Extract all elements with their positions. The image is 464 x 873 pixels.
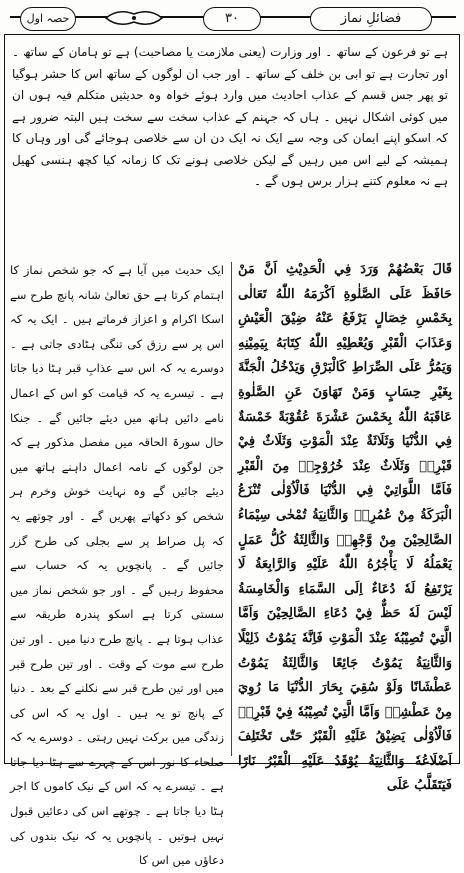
intro-paragraph xyxy=(12,42,448,193)
urdu-text: ایک حدیث میں آیا ہے کہ جو شخص نماز کا اہتمام کرتا ہے حق تعالیٰ شانہ پانچ طرح سے اسکا اکرام و اعزاز فرماتے ہیں ۔ ایک یہ کہ اس پر سے رزق کی تنگی ہٹادی جاتی ہے ۔ دوسرے یہ کہ اس سے عذابِ قبر ہٹا دیا جاتا ہے ۔ تیسرے یہ کہ قیامت کو اس کے اعمال نامے دائیں ہاتھ میں دیئے جائیں گے ۔ جنکا حال سورۃ الحاقہ میں مفصل مذکور ہے کہ جن لوگوں کے نامہ اعمال داہنے ہاتھ میں دیئے جائیں گے وہ نہایت خوش وخرم ہر شخص کو دکھاتے پھریں گے ۔ اور چوتھے یہ کہ پل صراط پر سے بجلی کی طرح گزر جائیں گے ۔ پانچویں یہ کہ حساب سے محفوظ رہیں گے ۔ اور جو شخص نماز میں سستی کرتا ہے اسکو پندرہ طریقہ سے عذاب ہوتا ہے ۔ پانچ طرح دنیا میں ۔ اور تین طرح سے موت کے وقت ۔ اور تین طرح قبر میں اور تین طرح قبر سے نکلنے کے بعد ۔ دنیا کے پانچ تو یہ ہیں ۔ اول یہ کہ اس کی زندگی میں برکت نہیں رہتی ۔ دوسرے یہ کہ صلحاء کا نور اس کے چہرے سے ہٹا دیا جاتا ہے ۔ تیسرے یہ کہ اس کے نیک کاموں کا اجر ہٹا دیا جاتا ہے ۔ چوتھے اس کی دعائیں قبول نہیں ہوتیں ۔ پانچویں یہ کہ نیک بندوں کی دعاؤں میں اس کا xyxy=(10,263,224,868)
intro-text: ہے تو فرعون کے ساتھ ۔ اور وزارت (یعنی ملازمت یا مصاحبت) ہے تو ہامان کے ساتھ ۔ اور تجارت ہے تو ابی بن خلف کے ساتھ ۔ اور جب ان لوگوں کے ساتھ اس کا حشر ہوگیا تو پھر جس قسم کے عذاب احادیث میں وارد ہوئے خواہ وہ حدیثیں متکلم فیہ ہوں ان میں کوئی اشکال نہیں ۔ ہاں کہ جہنم کے عذاب سخت سے سخت ہیں البتہ ضرور ہے کہ اسکو اپنے ایمان کی وجہ سے ایک نہ ایک دن ان سے خلاصی ہوجائے گی اور وہاں کا ہمیشہ کے لیے اس میں رہیں گے لیکن خلاصی ہونے تک کا زمانہ کیا کچھ ہنسی کھیل ہے نہ معلوم کتنے ہزار برس ہوں گے ۔ xyxy=(12,45,448,188)
page-title: فضائلِ نماز xyxy=(310,7,432,31)
page-number: ۳۰ xyxy=(203,7,261,31)
header-ornament-label: حصہ اول xyxy=(20,7,76,31)
urdu-translation-column xyxy=(10,258,224,873)
page-header xyxy=(10,6,456,32)
fish-ornament-icon xyxy=(104,8,164,28)
column-divider xyxy=(231,262,232,756)
arabic-hadith-column xyxy=(238,258,452,799)
arabic-text: قَالَ بَعْضُهُمْ وَرَدَ فِي الْحَدِيْثِ اَنَّ مَنْ حَافَظَ عَلَى الصَّلٰوةِ اَكْرَمَهُ اللّٰهُ تَعَالٰى بِخَمْسِ خِصَالٍ يَرْفَعُ عَنْهُ ضِيْقَ الْعَيْشِ وَعَذَابَ الْقَبْرِ وَيُعْطِيْهِ اللّٰهُ كِتَابَهُ بِيَمِيْنِهِ وَيَمُرُّ عَلَى الصِّرَاطِ كَالْبَرْقِ وَيَدْخُلُ الْجَنَّةَ بِغَيْرِ حِسَابٍ وَمَنْ تَهَاوَنَ عَنِ الصَّلٰوةِ عَاقَبَهُ اللّٰهُ بِخَمْسَ عَشْرَةَ عُقُوْبَةً خَمْسَةٌ فِي الدُّنْيَا وَثَلَاثَةٌ عِنْدَ الْمَوْتِ وَثَلَاثٌ فِيْ قَبْرِهٖ وَثَلَاثٌ عِنْدَ خُرُوْجِهٖ مِنَ الْقَبْرِ فَاَمَّا اللَّوَاتِيْ فِي الدُّنْيَا فَالْاُوْلٰى تُنْزَعُ الْبَرَكَةُ مِنْ عُمُرِهٖ وَالثَّانِيَةُ تُمْحٰى سِيْمَاءُ الصَّالِحِيْنَ مِنْ وَّجْهِهٖ وَالثَّالِثَةُ كُلُّ عَمَلٍ يَعْمَلُهُ لَا يَأْجُرُهُ اللّٰهُ عَلَيْهِ وَالرَّابِعَةُ لَا يَرْتَفِعُ لَهٗ دُعَاءٌ اِلَى السَّمَاءِ وَالْخَامِسَةُ لَيْسَ لَهٗ حَظٌّ فِيْ دُعَاءِ الصَّالِحِيْنَ وَاَمَّا الَّتِيْ تُصِيْبُهٗ عِنْدَ الْمَوْتِ فَاِنَّهٗ يَمُوْتُ ذَلِيْلًا وَالثَّانِيَةُ يَمُوْتُ جَائِعًا وَالثَّالِثَةُ يَمُوْتُ عَطْشَانًا وَلَوْ سُقِيَ بِحَارَ الدُّنْيَا مَا رُوِيَ مِنْ عَطْشِهٖ وَاَمَّا الَّتِيْ تُصِيْبُهٗ فِيْ قَبْرِهٖ فَالْاُوْلٰى يَضِيْقُ عَلَيْهِ الْقَبْرُ حَتّٰى تَخْتَلِفَ اَضْلَاعُهٗ وَالثَّانِيَةُ يُوْقَدُ عَلَيْهِ الْقَبْرُ نَارًا فَيَتَقَلَّبُ عَلَى xyxy=(238,262,452,794)
